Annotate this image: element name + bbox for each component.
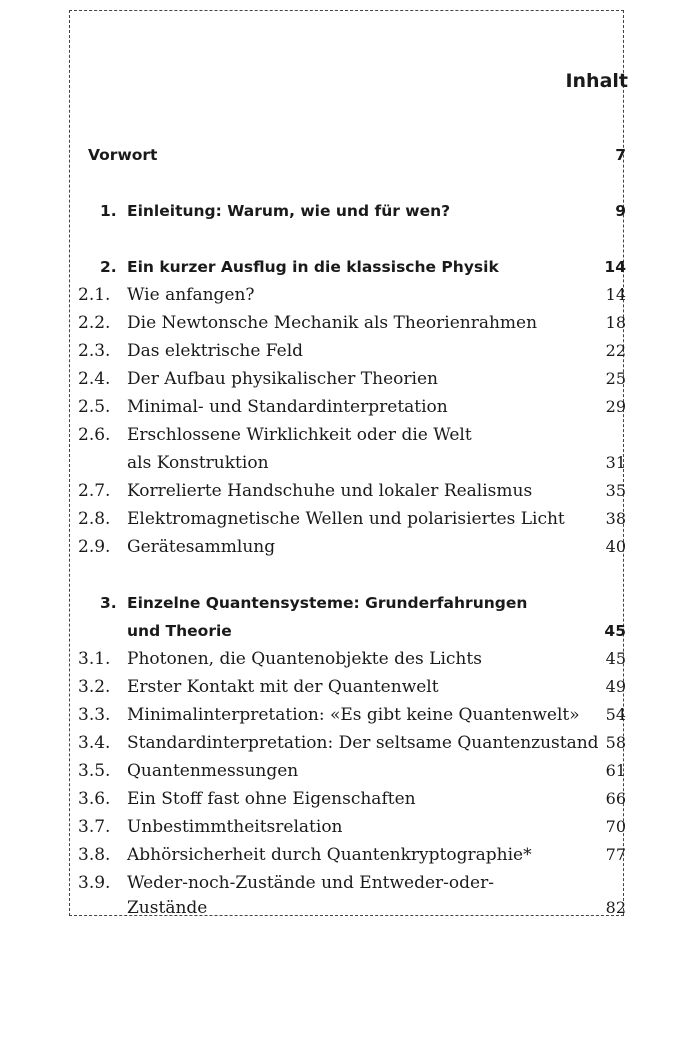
toc-entry-continuation: [70, 895, 626, 921]
toc-entry-title: Der Aufbau physikalischer Theorien: [127, 369, 438, 389]
toc-entry: [70, 310, 626, 336]
toc-entry-title: Einleitung: Warum, wie und für wen?: [127, 202, 451, 220]
toc-entry: [70, 814, 626, 840]
toc-entry-number: 2.8.: [78, 509, 111, 529]
toc-entry: [70, 282, 626, 308]
toc-entry-title: Vorwort: [88, 146, 158, 164]
toc-entry-number: 3.1.: [78, 649, 111, 669]
toc-entry: [70, 506, 626, 532]
toc-entry-title: Quantenmessungen: [127, 761, 299, 781]
toc-entry-number: 3.4.: [78, 733, 111, 753]
toc-entry-page: 14: [604, 258, 626, 276]
toc-entry-number: 3.3.: [78, 705, 111, 725]
toc-entry-number: 2.9.: [78, 537, 111, 557]
toc-entry-title: Erschlossene Wirklichkeit oder die Welt: [127, 425, 472, 445]
toc-entry: [70, 786, 626, 812]
toc-entry-title: Zustände: [127, 898, 208, 918]
toc-entry-number: 3.9.: [78, 873, 111, 893]
toc-page: [69, 10, 628, 918]
toc-entry-title: als Konstruktion: [127, 453, 269, 473]
toc-entry-page: 49: [605, 677, 626, 696]
toc-entry-chapter-2: [70, 254, 626, 280]
toc-entry-number: 3.6.: [78, 789, 111, 809]
toc-entry-page: 38: [605, 509, 626, 528]
toc-entry: [70, 842, 626, 868]
toc-entry: [70, 674, 626, 700]
toc-entry-number: 2.1.: [78, 285, 111, 305]
toc-entry-page: 82: [605, 898, 626, 917]
toc-entry-number: 2.6.: [78, 425, 111, 445]
toc-entry-page: 61: [605, 761, 626, 780]
toc-entry-title: Elektromagnetische Wellen und polarisiertes Licht: [127, 509, 565, 529]
toc-entry-title: und Theorie: [127, 622, 232, 640]
toc-entry-number: 2.: [100, 258, 117, 276]
toc-entry-title: Minimalinterpretation: «Es gibt keine Quantenwelt»: [127, 705, 580, 725]
toc-entry: [70, 730, 626, 756]
toc-entry-title: Unbestimmtheitsrelation: [127, 817, 343, 837]
toc-entry-chapter-3-continuation: [70, 618, 626, 644]
toc-entry: [70, 422, 626, 448]
toc-entry-page: 70: [605, 817, 626, 836]
toc-entry: [70, 338, 626, 364]
toc-entry-title: Erster Kontakt mit der Quantenwelt: [127, 677, 439, 697]
toc-entry-number: 1.: [100, 202, 117, 220]
toc-entry-page: 45: [604, 622, 626, 640]
toc-entry: [70, 366, 626, 392]
toc-entry-title: Wie anfangen?: [127, 285, 255, 305]
page-heading: Inhalt: [565, 70, 628, 92]
toc-entry-page: 29: [605, 397, 626, 416]
toc-entry-title: Photonen, die Quantenobjekte des Lichts: [127, 649, 482, 669]
toc-entry-number: 2.3.: [78, 341, 111, 361]
toc-entry-page: 31: [605, 453, 626, 472]
toc-entry: [70, 870, 626, 896]
toc-entry-chapter-3: [70, 590, 626, 616]
toc-entry-page: 45: [605, 649, 626, 668]
toc-entry-page: 77: [605, 845, 626, 864]
toc-entry-title: Minimal- und Standardinterpretation: [127, 397, 448, 417]
toc-entry-page: 18: [605, 313, 626, 332]
toc-entry-number: 3.: [100, 594, 117, 612]
toc-entry: [70, 702, 626, 728]
toc-entry-number: 2.4.: [78, 369, 111, 389]
toc-entry-page: 58: [605, 733, 626, 752]
toc-entry-page: 14: [605, 285, 626, 304]
toc-entry-title: Gerätesammlung: [127, 537, 276, 557]
toc-entry-chapter-1: [70, 198, 626, 224]
toc-entry: [70, 478, 626, 504]
toc-entry-number: 2.2.: [78, 313, 111, 333]
toc-entry-title: Die Newtonsche Mechanik als Theorienrahmen: [127, 313, 538, 333]
toc-entry-page: 9: [615, 202, 626, 220]
toc-entry: [70, 534, 626, 560]
toc-entry-title: Standardinterpretation: Der seltsame Quantenzustand: [127, 733, 599, 753]
toc-entry-number: 2.7.: [78, 481, 111, 501]
toc-entry: [70, 394, 626, 420]
toc-entry: [70, 758, 626, 784]
toc-entry-page: 22: [605, 341, 626, 360]
toc-entry-page: 7: [615, 146, 626, 164]
toc-entry-number: 3.8.: [78, 845, 111, 865]
toc-entry-page: 66: [605, 789, 626, 808]
toc-entry-page: 54: [605, 705, 626, 724]
toc-entry-continuation: [70, 450, 626, 476]
toc-entry-page: 40: [605, 537, 626, 556]
toc-entry-title: Abhörsicherheit durch Quantenkryptographie*: [127, 845, 532, 865]
toc-entry-title: Ein kurzer Ausflug in die klassische Physik: [127, 258, 499, 276]
toc-entry-title: Korrelierte Handschuhe und lokaler Realismus: [127, 481, 533, 501]
toc-entry-number: 3.7.: [78, 817, 111, 837]
toc-entry-title: Einzelne Quantensysteme: Grunderfahrungen: [127, 594, 528, 612]
toc-entry-number: 2.5.: [78, 397, 111, 417]
toc-entry-title: Das elektrische Feld: [127, 341, 304, 361]
toc-entry-number: 3.2.: [78, 677, 111, 697]
toc-entry-page: 35: [605, 481, 626, 500]
toc-entry: [70, 646, 626, 672]
toc-entry-title: Ein Stoff fast ohne Eigenschaften: [127, 789, 416, 809]
toc-entry-vorwort: [70, 142, 626, 168]
toc-entry-title: Weder-noch-Zustände und Entweder-oder-: [127, 873, 494, 893]
toc-entry-page: 25: [605, 369, 626, 388]
toc-entry-number: 3.5.: [78, 761, 111, 781]
